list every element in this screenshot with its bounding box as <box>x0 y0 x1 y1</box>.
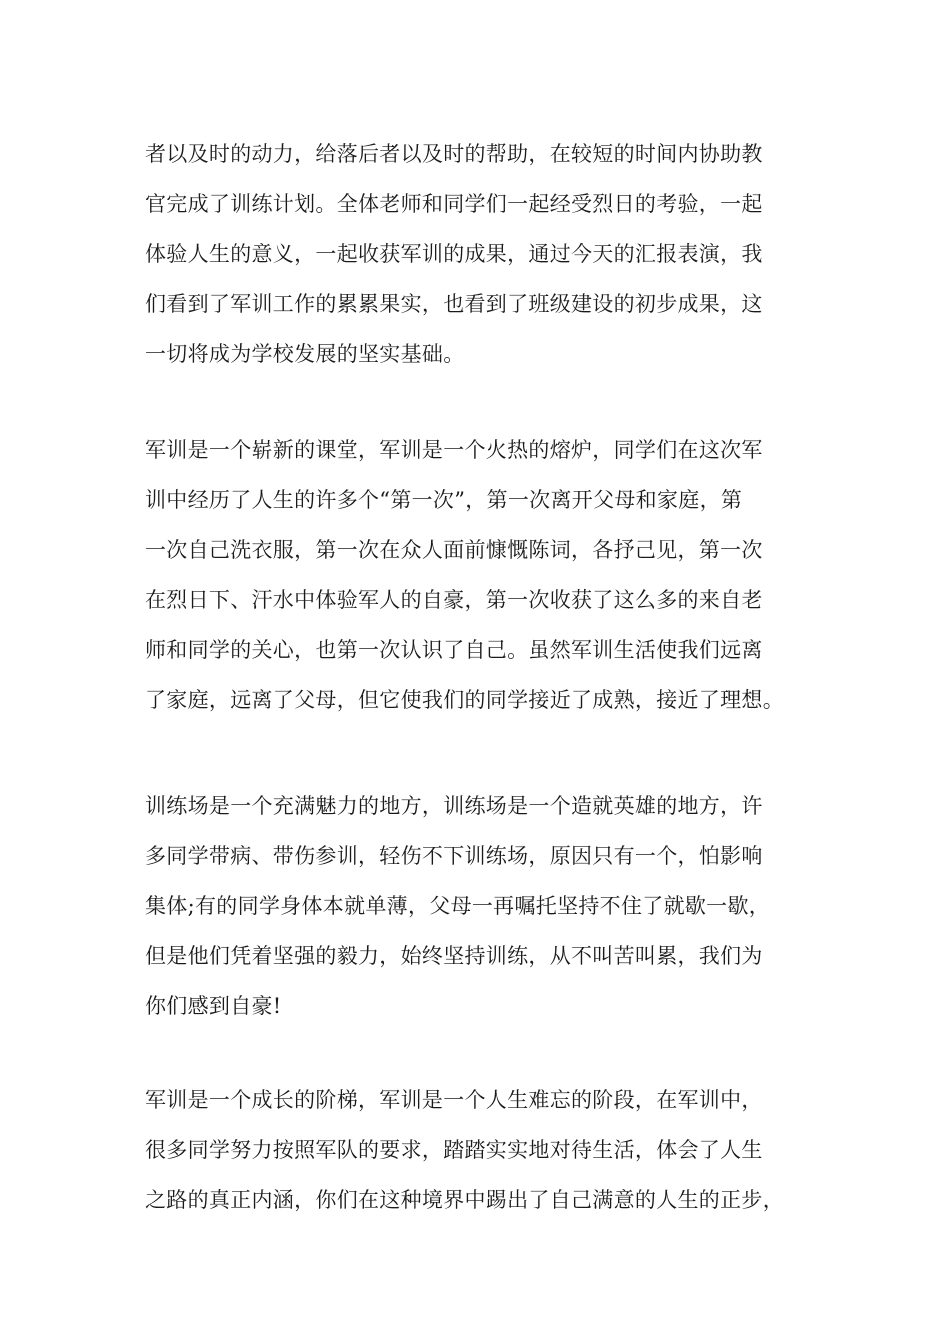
text-line: 军训是一个崭新的课堂，军训是一个火热的熔炉，同学们在这次军 <box>145 438 763 462</box>
text-line: 们看到了军训工作的累累果实，也看到了班级建设的初步成果，这 <box>145 292 763 316</box>
paragraph-2 <box>145 425 825 725</box>
text-line: 集体;有的同学身体本就单薄，父母一再嘱托坚持不住了就歇一歇， <box>145 894 771 918</box>
text-line: 体验人生的意义，一起收获军训的成果，通过今天的汇报表演，我 <box>145 242 763 266</box>
text-line: 一切将成为学校发展的坚实基础。 <box>145 342 465 366</box>
text-line: 之路的真正内涵，你们在这种境界中踢出了自己满意的人生的正步， <box>145 1188 784 1212</box>
text-line: 训中经历了人生的许多个“第一次”，第一次离开父母和家庭，第 <box>145 488 743 512</box>
text-line: 官完成了训练计划。全体老师和同学们一起经受烈日的考验，一起 <box>145 192 763 216</box>
text-line: 者以及时的动力，给落后者以及时的帮助，在较短的时间内协助教 <box>145 142 763 166</box>
text-line: 很多同学努力按照军队的要求，踏踏实实地对待生活，体会了人生 <box>145 1138 763 1162</box>
text-line: 了家庭，远离了父母，但它使我们的同学接近了成熟，接近了理想。 <box>145 688 784 712</box>
paragraph-4 <box>145 1075 825 1225</box>
text-line: 但是他们凭着坚强的毅力，始终坚持训练，从不叫苦叫累，我们为 <box>145 944 763 968</box>
text-line: 师和同学的关心，也第一次认识了自己。虽然军训生活使我们远离 <box>145 638 763 662</box>
paragraph-3 <box>145 781 825 1031</box>
text-line: 军训是一个成长的阶梯，军训是一个人生难忘的阶段，在军训中， <box>145 1088 763 1112</box>
text-line: 多同学带病、带伤参训，轻伤不下训练场，原因只有一个，怕影响 <box>145 844 763 868</box>
text-line: 一次自己洗衣服，第一次在众人面前慷慨陈词，各抒己见，第一次 <box>145 538 763 562</box>
text-line: 在烈日下、汗水中体验军人的自豪，第一次收获了这么多的来自老 <box>145 588 763 612</box>
paragraph-1 <box>145 129 825 379</box>
text-line: 训练场是一个充满魅力的地方，训练场是一个造就英雄的地方，许 <box>145 794 763 818</box>
text-line: 你们感到自豪! <box>145 994 282 1018</box>
